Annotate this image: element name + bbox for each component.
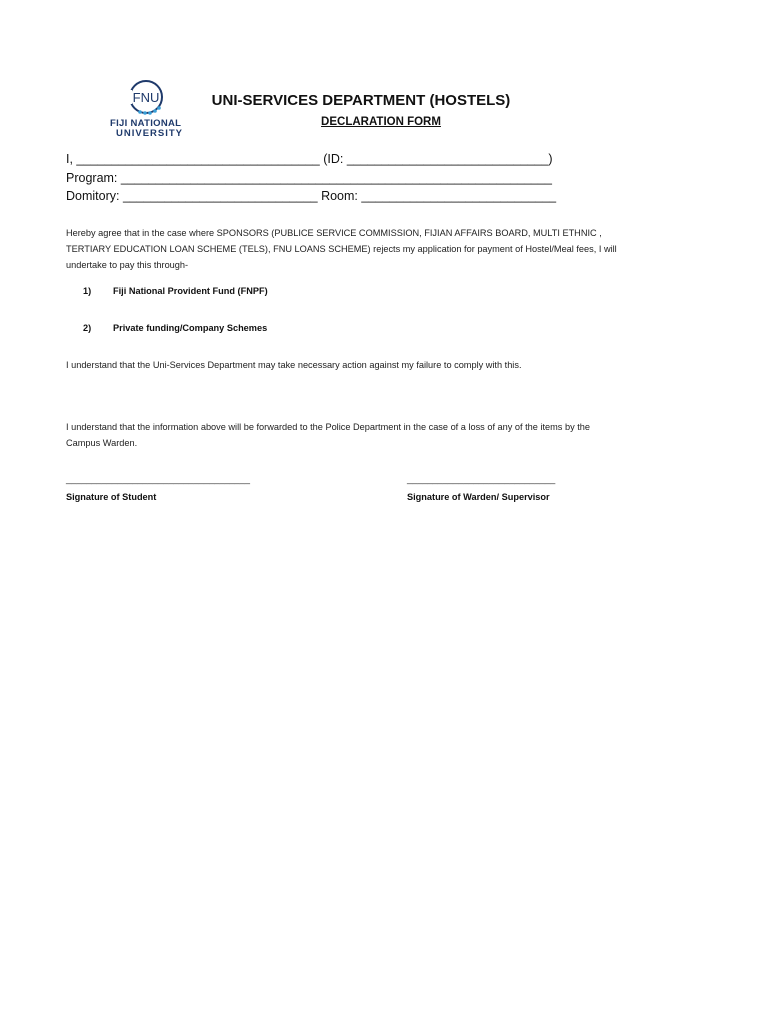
compliance-paragraph: I understand that the Uni-Services Department may take necessary action against my failure to comply with this. [66, 360, 522, 370]
logo-mark-text: FNU [132, 90, 160, 105]
warden-signature-line[interactable]: _____________________________ [407, 474, 556, 484]
option-number: 2) [83, 323, 92, 333]
logo-text-line1: FIJI NATIONAL [110, 118, 182, 129]
payment-option-item [83, 323, 267, 333]
program-field[interactable]: Program: ______________________________________________________________ [66, 171, 552, 185]
student-signature-label: Signature of Student [66, 492, 157, 502]
agreement-paragraph: Hereby agree that in the case where SPONSORS (PUBLICE SERVICE COMMISSION, FIJIAN AFFAIRS BOARD, MULTI ETHNIC , TERTIARY EDUCATION LOAN SCHEME (TELS), FNU LOANS SCHEME) rejects my application for payment of Hostel/Meal fees, I will undertake to pay this through- [66, 228, 617, 270]
option-number: 1) [83, 286, 92, 296]
logo-text-line2: UNIVERSITY [116, 128, 184, 139]
police-notice-paragraph: I understand that the information above will be forwarded to the Police Department in the case of a loss of any of the items by the Campus Warden. [66, 422, 590, 448]
form-subtitle: DECLARATION FORM [321, 116, 441, 128]
option-text: Private funding/Company Schemes [113, 323, 268, 333]
name-id-field[interactable]: I, ___________________________________ (ID: _____________________________) [66, 152, 553, 166]
option-text: Fiji National Provident Fund (FNPF) [113, 286, 268, 296]
payment-option-item [83, 286, 268, 296]
student-signature-line[interactable]: ____________________________________ [66, 474, 250, 484]
page-title: UNI-SERVICES DEPARTMENT (HOSTELS) [211, 92, 511, 109]
fnu-logo [108, 78, 192, 142]
warden-signature-label: Signature of Warden/ Supervisor [407, 492, 550, 502]
dormitory-room-field[interactable]: Domitory: ____________________________ Room: ____________________________ [66, 189, 557, 203]
